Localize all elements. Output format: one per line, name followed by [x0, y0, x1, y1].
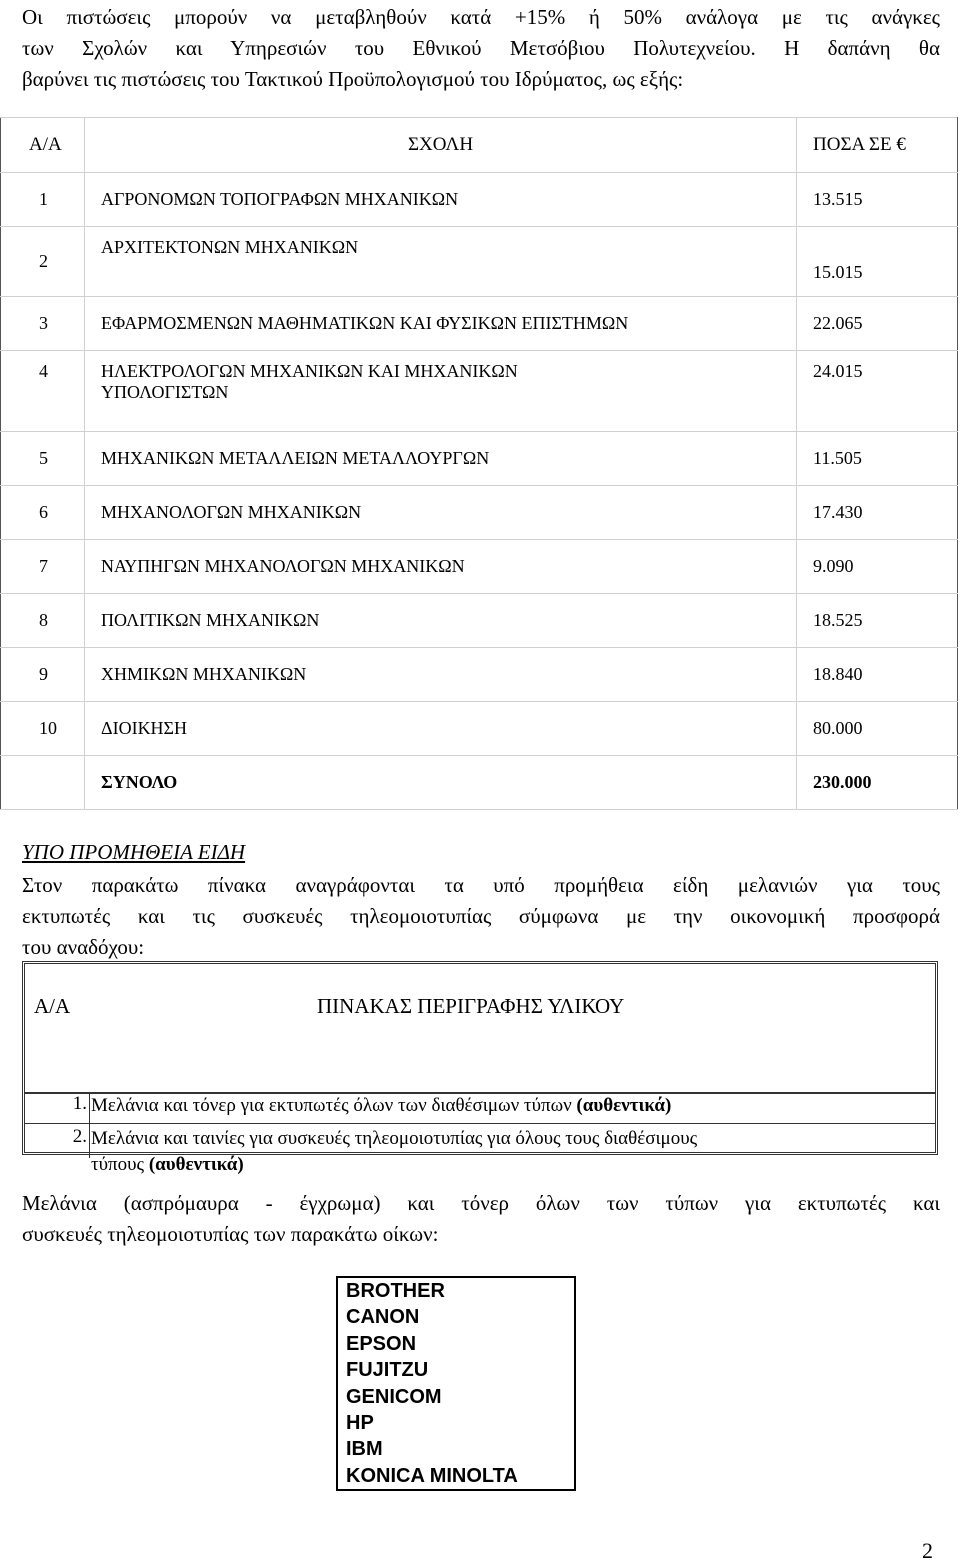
row-school: ΧΗΜΙΚΩΝ ΜΗΧΑΝΙΚΩΝ [85, 648, 797, 702]
row-school [85, 351, 797, 432]
supplies-row-text [91, 1093, 929, 1119]
row-amount: 18.840 [797, 648, 958, 702]
row-amount: 13.515 [797, 173, 958, 227]
table-row [1, 432, 958, 486]
brands-line-2: συσκευές τηλεομοιοτυπίας των παρακάτω οίκων: [22, 1222, 439, 1246]
row-no: 8 [1, 594, 85, 648]
row-school: ΕΦΑΡΜΟΣΜΕΝΩΝ ΜΑΘΗΜΑΤΙΚΩΝ ΚΑΙ ΦΥΣΙΚΩΝ ΕΠΙΣΤΗΜΩΝ [85, 297, 797, 351]
supply-line-1: Στον παρακάτω πίνακα αναγράφονται τα υπό προμήθεια είδη μελανιών για τους [22, 873, 940, 897]
table-row [1, 540, 958, 594]
row-amount: 11.505 [797, 432, 958, 486]
intro-line-1: Οι πιστώσεις μπορούν να μεταβληθούν κατά +15% ή 50% ανάλογα με τις ανάγκες [22, 5, 940, 29]
supply-heading: ΥΠΟ ΠΡΟΜΗΘΕΙΑ ΕΙΔΗ [22, 840, 246, 864]
row-amount: 22.065 [797, 297, 958, 351]
list-item: CANON [346, 1306, 420, 1329]
supplies-row-text-line-2: τύπους [91, 1154, 149, 1175]
supply-line-3: του αναδόχου: [22, 935, 145, 959]
table-row [1, 173, 958, 227]
list-item: IBM [346, 1438, 383, 1461]
list-item: GENICOM [346, 1385, 442, 1408]
row-school: ΝΑΥΠΗΓΩΝ ΜΗΧΑΝΟΛΟΓΩΝ ΜΗΧΑΝΙΚΩΝ [85, 540, 797, 594]
row-amount: 80.000 [797, 702, 958, 756]
supplies-header-description: ΠΙΝΑΚΑΣ ΠΕΡΙΓΡΑΦΗΣ ΥΛΙΚΟΥ [317, 994, 625, 1018]
table-row [1, 702, 958, 756]
row-no: 3 [1, 297, 85, 351]
row-school: ΔΙΟΙΚΗΣΗ [85, 702, 797, 756]
row-school: ΜΗΧΑΝΟΛΟΓΩΝ ΜΗΧΑΝΙΚΩΝ [85, 486, 797, 540]
table-total-row [1, 756, 958, 810]
header-amount: ΠΟΣΑ ΣΕ € [797, 118, 958, 173]
row-school: ΜΗΧΑΝΙΚΩΝ ΜΕΤΑΛΛΕΙΩΝ ΜΕΤΑΛΛΟΥΡΓΩΝ [85, 432, 797, 486]
supplies-header-no: Α/Α [34, 994, 71, 1018]
list-item: KONICA MINOLTA [346, 1464, 518, 1487]
row-school: ΑΓΡΟΝΟΜΩΝ ΤΟΠΟΓΡΑΦΩΝ ΜΗΧΑΝΙΚΩΝ [85, 173, 797, 227]
row-no: 6 [1, 486, 85, 540]
table-row [1, 594, 958, 648]
intro-paragraph [22, 2, 940, 95]
supplies-row [25, 1126, 935, 1176]
brands-paragraph [22, 1187, 940, 1249]
supplies-row-text-bold: (αυθεντικά) [148, 1154, 244, 1175]
supplies-row-text-line-1: Μελάνια και ταινίες για συσκευές τηλεομοιοτυπίας για όλους τους διαθέσιμους [91, 1128, 698, 1149]
list-item: HP [346, 1411, 374, 1434]
schools-budget-table [0, 117, 958, 810]
row-no: 1 [1, 173, 85, 227]
supply-line-2: εκτυπωτές και τις συσκευές τηλεομοιοτυπίας σύμφωνα με την οικονομική προσφορά [22, 904, 940, 928]
total-label: ΣΥΝΟΛΟ [85, 756, 797, 810]
table-header-row [1, 118, 958, 173]
row-no: 9 [1, 648, 85, 702]
supplies-header-row [25, 964, 935, 1094]
row-school: ΑΡΧΙΤΕΚΤΟΝΩΝ ΜΗΧΑΝΙΚΩΝ [85, 227, 797, 297]
row-amount: 17.430 [797, 486, 958, 540]
page-number: 2 [922, 1538, 933, 1563]
supplies-row-text-plain: Μελάνια και τόνερ για εκτυπωτές όλων των διαθέσιμων τύπων [91, 1095, 577, 1116]
header-school: ΣΧΟΛΗ [85, 118, 797, 173]
brands-list [336, 1276, 576, 1491]
intro-line-3: βαρύνει τις πιστώσεις του Τακτικού Προϋπολογισμού του Ιδρύματος, ως εξής: [22, 67, 684, 91]
total-amount: 230.000 [797, 756, 958, 810]
supplies-row-no: 2. [72, 1126, 87, 1147]
row-amount: 9.090 [797, 540, 958, 594]
supplies-row-text-bold: (αυθεντικά) [576, 1095, 672, 1116]
supply-paragraph [22, 870, 940, 963]
supplies-table [22, 961, 938, 1175]
row-amount: 18.525 [797, 594, 958, 648]
row-no: 2 [1, 227, 85, 297]
row-no: 10 [1, 702, 85, 756]
row-school-line-2: ΥΠΟΛΟΓΙΣΤΩΝ [101, 382, 229, 402]
table-row [1, 648, 958, 702]
list-item: EPSON [346, 1332, 417, 1355]
table-row [1, 227, 958, 297]
header-no: Α/Α [1, 118, 85, 173]
brands-line-1: Μελάνια (ασπρόμαυρα - έγχρωμα) και τόνερ όλων των τύπων για εκτυπωτές και [22, 1191, 940, 1215]
row-amount: 15.015 [797, 227, 958, 297]
row-school-line-1: ΗΛΕΚΤΡΟΛΟΓΩΝ ΜΗΧΑΝΙΚΩΝ ΚΑΙ ΜΗΧΑΝΙΚΩΝ [101, 361, 518, 381]
table-row [1, 351, 958, 432]
row-amount: 24.015 [797, 351, 958, 432]
row-no: 4 [1, 351, 85, 432]
intro-line-2: των Σχολών και Υπηρεσιών του Εθνικού Μετσόβιου Πολυτεχνείου. Η δαπάνη θα [22, 36, 940, 60]
row-no: 5 [1, 432, 85, 486]
table-row [1, 297, 958, 351]
supplies-row-no: 1. [72, 1093, 87, 1114]
list-item: BROTHER [346, 1280, 445, 1302]
table-row [1, 486, 958, 540]
list-item: FUJITZU [346, 1359, 429, 1382]
total-no-cell [1, 756, 85, 810]
row-no: 7 [1, 540, 85, 594]
supplies-row [25, 1093, 935, 1124]
row-school: ΠΟΛΙΤΙΚΩΝ ΜΗΧΑΝΙΚΩΝ [85, 594, 797, 648]
supplies-row-text [91, 1126, 929, 1178]
